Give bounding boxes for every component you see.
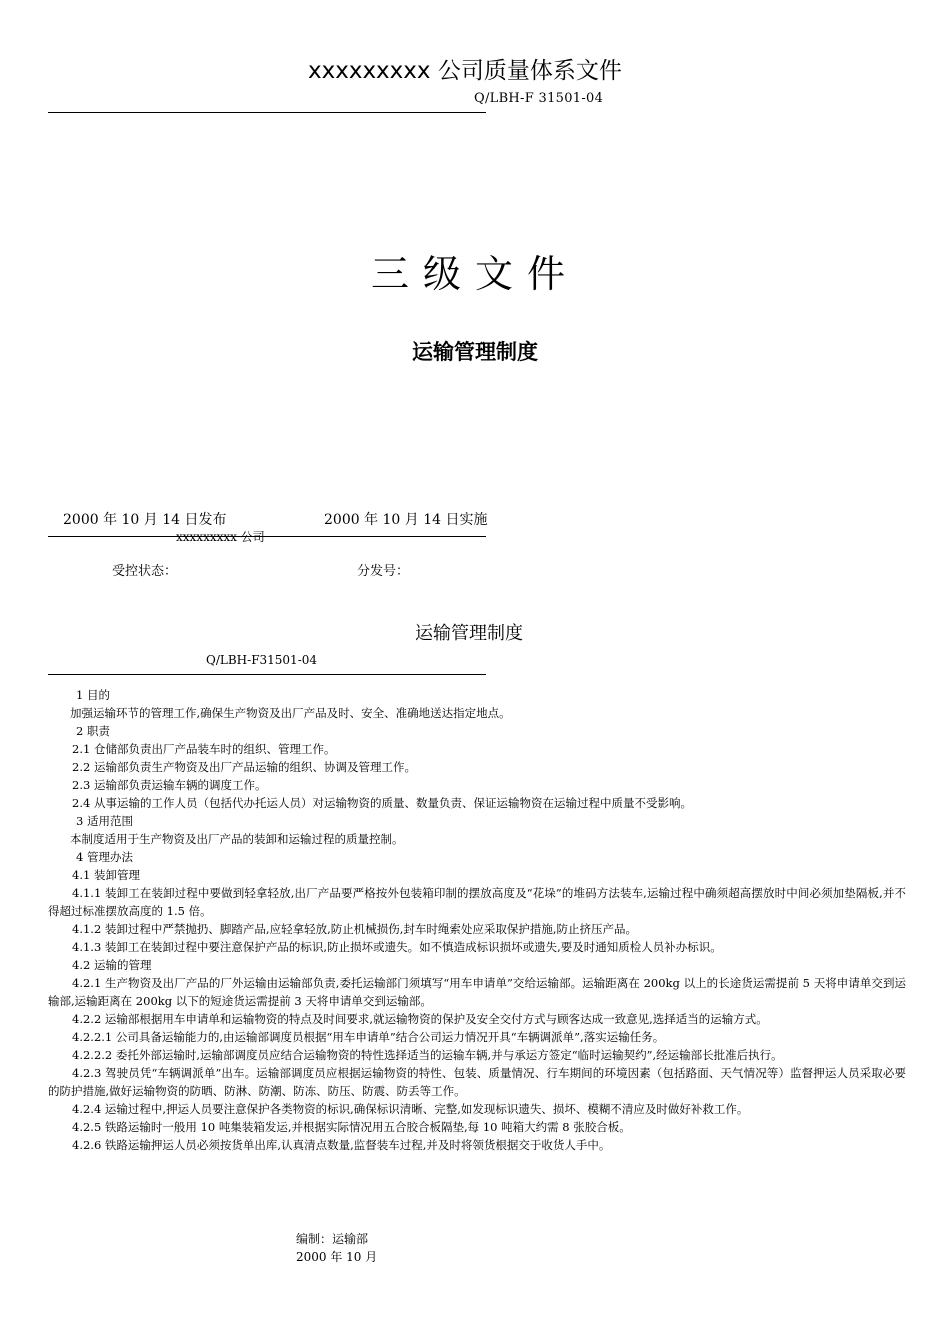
list-item: 4.2.3 驾驶员凭“车辆调派单”出车。运输部调度员应根据运输物资的特性、包装、质量情况、行车期间的环境因素（包括路面、天气情况等）监督押运人员采取必要的防护措施,做好运输物资的防晒、防淋、防潮、防冻、防压、防震、防丢等工作。 [48,1066,906,1098]
subheading: 4.2 运输的管理 [72,958,152,972]
heading-management: 4 管理办法 [76,850,133,864]
company-name: xxxxxxxxx 公司 [176,530,265,544]
list-item: 2.2 运输部负责生产物资及出厂产品运输的组织、协调及管理工作。 [72,760,416,774]
paragraph: 本制度适用于生产物资及出厂产品的装卸和运输过程的质量控制。 [70,832,404,846]
list-item: 4.2.4 运输过程中,押运人员要注意保护各类物资的标识,确保标识清晰、完整,如发现标识遗失、损坏、模糊不清应及时做好补救工作。 [72,1102,749,1116]
header-divider [48,112,486,113]
list-item: 4.2.2 运输部根据用车申请单和运输物资的特点及时间要求,就运输物资的保护及安全交付方式与顾客达成一致意见,选择适当的运输方式。 [72,1012,768,1026]
heading-purpose: 1 目的 [76,688,110,702]
list-item: 4.1.3 装卸工在装卸过程中要注意保护产品的标识,防止损坏或遗失。如不慎造成标识损坏或遗失,要及时通知质检人员补办标识。 [72,940,722,954]
control-status-label: 受控状态： [112,564,178,579]
list-item: 4.2.5 铁路运输时一般用 10 吨集装箱发运,并根据实际情况用五合胶合板隔垫,每 10 吨箱大约需 8 张胶合板。 [72,1120,631,1134]
company-header-title: xxxxxxxxx 公司质量体系文件 [308,58,622,84]
document-level-title: 三级文件 [370,252,579,296]
section-title: 运输管理制度 [415,623,523,644]
issue-date: 2000 年 10 月 14 日发布 [63,512,227,528]
document-body [48,686,906,1154]
distribution-number-label: 分发号： [357,564,410,579]
section-divider [48,674,486,675]
list-item: 4.2.6 铁路运输押运人员必须按货单出库,认真清点数量,监督装车过程,并及时将领货根据交于收货人手中。 [72,1138,611,1152]
prepared-by: 编制：运输部 [296,1232,369,1246]
prepared-date: 2000 年 10 月 [296,1250,378,1264]
list-item: 4.1.2 装卸过程中严禁抛扔、脚踏产品,应轻拿轻放,防止机械损伤,封车时绳索处应采取保护措施,防止挤压产品。 [72,922,638,936]
list-item: 4.2.1 生产物资及出厂产品的厂外运输由运输部负责,委托运输部门须填写“用车申请单”交给运输部。运输距离在 200kg 以上的长途货运需提前 5 天将申请单交到运输部,运输距离在 200kg 以下的短途货运需提前 3 天将申请单交到运输部。 [48,976,906,1008]
list-item: 2.3 运输部负责运输车辆的调度工作。 [72,778,267,792]
list-item: 2.4 从事运输的工作人员（包括代办托运人员）对运输物资的质量、数量负责、保证运输物资在运输过程中质量不受影响。 [72,796,692,810]
list-item: 4.2.2.1 公司具备运输能力的,由运输部调度员根据“用车申请单”结合公司运力情况开具“车辆调派单”,落实运输任务。 [72,1030,665,1044]
list-item: 2.1 仓储部负责出厂产品装车时的组织、管理工作。 [72,742,336,756]
effective-date: 2000 年 10 月 14 日实施 [324,512,488,528]
document-code-header: Q/LBH-F 31501-04 [474,91,604,106]
list-item: 4.2.2.2 委托外部运输时,运输部调度员应结合运输物资的特性选择适当的运输车辆,并与承运方签定“临时运输契约”,经运输部长批准后执行。 [72,1048,783,1062]
paragraph: 加强运输环节的管理工作,确保生产物资及出厂产品及时、安全、准确地送达指定地点。 [70,706,511,720]
list-item: 4.1.1 装卸工在装卸过程中要做到轻拿轻放,出厂产品要严格按外包装箱印制的摆放高度及“花垛”的堆码方法装车,运输过程中确须超高摆放时中间必须加垫隔板,并不得超过标准摆放高度的 1.5 倍。 [48,886,906,918]
document-title: 运输管理制度 [412,340,538,364]
signature-block [296,1230,377,1266]
heading-responsibility: 2 职责 [76,724,110,738]
section-document-code: Q/LBH-F31501-04 [206,653,318,667]
dates-divider [48,536,486,537]
subheading: 4.1 装卸管理 [72,868,140,882]
heading-scope: 3 适用范围 [76,814,133,828]
